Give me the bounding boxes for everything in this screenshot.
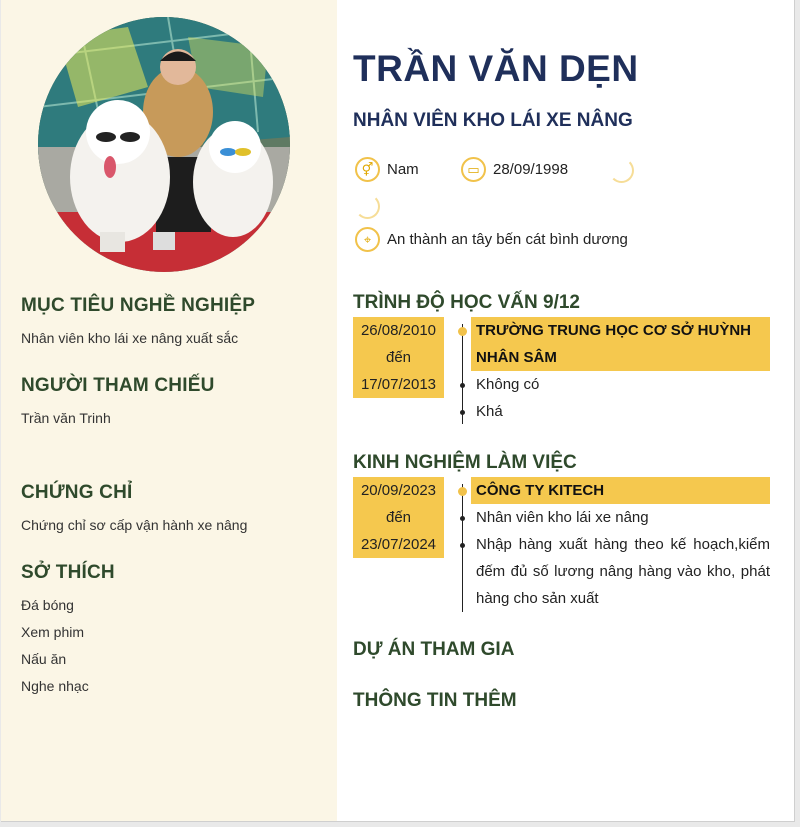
school-name-line: TRƯỜNG TRUNG HỌC CƠ SỞ HUỲNH (476, 322, 751, 339)
education-grade: Khá (476, 403, 503, 420)
experience-heading: KINH NGHIỆM LÀM VIỆC (353, 452, 577, 473)
education-start-date: 26/08/2010 (360, 322, 437, 339)
certificates-heading: CHỨNG CHỈ (21, 482, 133, 503)
gender-info (355, 157, 419, 182)
school-name-line: NHÂN SÂM (476, 349, 557, 366)
certificates-text: Chứng chỉ sơ cấp vận hành xe nâng (21, 517, 248, 533)
blank-contact-icon (355, 194, 380, 219)
experience-to-label: đến (385, 509, 412, 526)
bullet-dot (460, 383, 465, 388)
experience-desc-line: Nhập hàng xuất hàng theo kế hoạch,kiểm (476, 536, 770, 553)
address-value: An thành an tây bến cát bình dương (387, 231, 628, 248)
education-timeline (462, 324, 463, 424)
experience-dates (353, 477, 444, 558)
hobby-item: Xem phim (21, 624, 85, 640)
hobby-item: Nghe nhạc (21, 678, 89, 694)
blank-contact-icon (609, 158, 634, 183)
bullet-dot (460, 516, 465, 521)
education-heading: TRÌNH ĐỘ HỌC VẤN 9/12 (353, 292, 580, 313)
location-icon: ⌖ (355, 227, 380, 252)
experience-position: Nhân viên kho lái xe nâng (476, 509, 649, 526)
experience-desc-line: đếm đủ số lương nâng hàng vào kho, phát (476, 563, 770, 580)
timeline-dot (458, 327, 467, 336)
job-title: NHÂN VIÊN KHO LÁI XE NÂNG (353, 110, 633, 131)
bullet-dot (460, 543, 465, 548)
experience-timeline (462, 484, 463, 612)
birthday-cake-icon: ▭ (461, 157, 486, 182)
extra-info-heading: THÔNG TIN THÊM (353, 690, 517, 711)
company-name: CÔNG TY KITECH (471, 477, 770, 504)
experience-start-date: 20/09/2023 (360, 482, 437, 499)
profile-photo (38, 17, 290, 272)
education-to-label: đến (385, 349, 412, 366)
experience-desc-line: hàng cho sản xuất (476, 590, 599, 607)
gender-value: Nam (387, 161, 419, 178)
address-info (355, 227, 628, 252)
education-end-date: 17/07/2013 (360, 376, 437, 393)
sidebar (1, 0, 337, 821)
resume-page (1, 0, 795, 822)
hobby-item: Nấu ăn (21, 651, 67, 667)
candidate-name: TRẦN VĂN DẸN (353, 48, 639, 89)
education-major: Không có (476, 376, 540, 393)
objective-heading: MỤC TIÊU NGHỀ NGHIỆP (21, 295, 256, 316)
experience-end-date: 23/07/2024 (360, 536, 437, 553)
birthdate-value: 28/09/1998 (493, 161, 569, 178)
bullet-dot (460, 410, 465, 415)
school-name (471, 317, 770, 371)
reference-heading: NGƯỜI THAM CHIẾU (21, 375, 215, 396)
education-dates (353, 317, 444, 398)
hobbies-heading: SỞ THÍCH (21, 562, 115, 583)
timeline-dot (458, 487, 467, 496)
hobby-item: Đá bóng (21, 597, 74, 613)
gender-icon: ⚥ (355, 157, 380, 182)
objective-text: Nhân viên kho lái xe nâng xuất sắc (21, 330, 239, 346)
birthdate-info (461, 157, 568, 182)
reference-text: Trần văn Trinh (21, 410, 111, 426)
projects-heading: DỰ ÁN THAM GIA (353, 639, 515, 660)
